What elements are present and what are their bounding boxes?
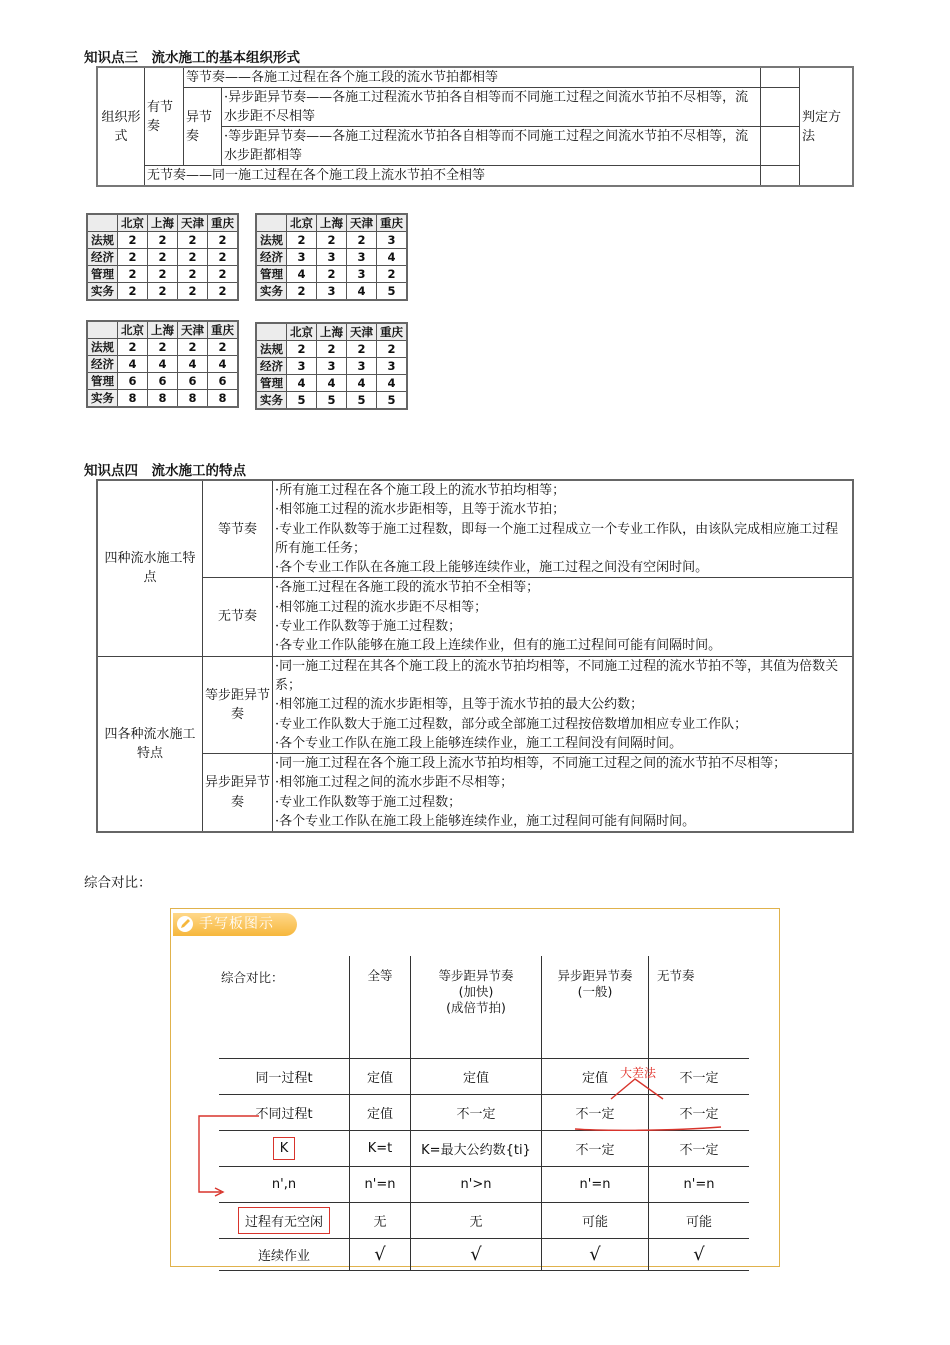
grid-cell: 8	[208, 390, 239, 408]
grid-cell: 2	[148, 266, 178, 283]
cell-text: K=最大公约数{ti}	[421, 1143, 531, 1158]
organization-form-table	[96, 66, 854, 187]
feature-item: ·同一施工过程在各个施工段上流水节拍均相等，不同施工过程之间的流水节拍不尽相等；	[275, 756, 787, 772]
grid-cell: 2	[317, 232, 347, 249]
grid-row-header: 管理	[87, 266, 118, 283]
grid-cell: 8	[118, 390, 148, 408]
grid-cell: 2	[178, 249, 208, 266]
grid-row-header: 管理	[87, 373, 118, 390]
feature-item: ·所有施工过程在各个施工段上的流水节拍均相等；	[275, 483, 566, 498]
grid-row-header: 法规	[256, 341, 287, 358]
cell-text: 无	[373, 1215, 387, 1230]
grid-cell: 2	[208, 232, 239, 249]
row-items	[273, 578, 854, 656]
grid-col-header: 天津	[178, 321, 208, 339]
grid-cell: 3	[347, 249, 377, 266]
boxed-label: 过程有无空闲	[238, 1207, 330, 1234]
grid-col-header: 天津	[178, 214, 208, 232]
grid-col-header: 上海	[317, 214, 347, 232]
row-name: 异步距异节奏	[203, 754, 273, 833]
grid-row-header: 法规	[87, 232, 118, 249]
cell-text: 定值	[462, 1071, 489, 1086]
grid-cell: 4	[118, 356, 148, 373]
max-diff-annotation: 大差法	[620, 1066, 657, 1080]
cmp-header: 异步距异节奏 (一般)	[542, 956, 649, 1059]
col-group: 组织形式	[97, 67, 145, 186]
grid-table-3	[86, 320, 239, 408]
cmp-header: 综合对比：	[219, 956, 350, 1059]
grid-cell: 2	[208, 283, 239, 301]
grid-col-header: 上海	[148, 321, 178, 339]
grid-cell: 2	[148, 249, 178, 266]
cell-text: 定值	[366, 1071, 393, 1086]
grid-corner	[87, 321, 118, 339]
grid-cell: 2	[287, 283, 317, 301]
grid-row-header: 管理	[256, 375, 287, 392]
cell-text: 不一定	[679, 1071, 719, 1086]
grid-cell: 6	[208, 373, 239, 390]
grid-cell: 2	[118, 232, 148, 249]
grid-cell: 2	[208, 266, 239, 283]
grid-cell: 2	[118, 249, 148, 266]
grid-cell: 3	[317, 249, 347, 266]
equal-step-cell: ·等步距异节奏——各施工过程流水节拍各自相等而不同施工过程之间流水节拍不尽相等，流水步距都相等	[222, 127, 761, 166]
cell-text: 连续作业	[257, 1249, 310, 1264]
grid-cell: 2	[347, 232, 377, 249]
grid-col-header: 天津	[347, 214, 377, 232]
grid-row-header: 实务	[87, 283, 118, 301]
grid-cell: 2	[208, 339, 239, 356]
grid-col-header: 北京	[287, 214, 317, 232]
grid-cell: 2	[377, 266, 408, 283]
features-table	[96, 479, 854, 833]
equal-rhythm-cell: 等节奏——各施工过程在各个施工段的流水节拍都相等	[184, 67, 761, 88]
cell-text: 可能	[581, 1215, 608, 1230]
feature-item: ·专业工作队数大于施工过程数，部分或全部施工过程按倍数增加相应专业工作队；	[275, 716, 748, 732]
cell-text: n'=n	[579, 1177, 611, 1192]
check-mark: √	[374, 1244, 386, 1265]
grid-cell: 2	[317, 266, 347, 283]
cell-text: 定值	[581, 1071, 608, 1086]
col-irregular: 异节奏	[184, 88, 222, 166]
check-mark: √	[693, 1244, 705, 1265]
grid-col-header: 上海	[148, 214, 178, 232]
section3-heading: 知识点三 流水施工的基本组织形式	[84, 50, 300, 66]
grid-table-1	[86, 213, 239, 301]
grid-col-header: 重庆	[208, 214, 239, 232]
feature-item: ·专业工作队数等于施工过程数，即每一个施工过程成立一个专业工作队，由该队完成相应施工过程所有施工任务；	[275, 521, 839, 556]
grid-cell: 2	[148, 232, 178, 249]
grid-row-header: 经济	[256, 358, 287, 375]
grid-col-header: 重庆	[208, 321, 239, 339]
grid-col-header: 天津	[347, 323, 377, 341]
grid-row-header: 实务	[87, 390, 118, 408]
annotation-arrows	[171, 909, 779, 1266]
grid-row-header: 管理	[256, 266, 287, 283]
grid-cell: 8	[178, 390, 208, 408]
feature-item: ·相邻施工过程的流水步距相等，且等于流水节拍；	[275, 502, 566, 518]
grid-cell: 4	[178, 356, 208, 373]
col-rhythmic: 有节奏	[145, 67, 184, 166]
board-title: 手写板图示	[199, 916, 274, 932]
judge-method: 判定方法	[800, 67, 854, 186]
grid-corner	[256, 323, 287, 341]
feature-item: ·相邻施工过程的流水步距相等，且等于流水节拍的最大公约数；	[275, 697, 644, 713]
grid-cell: 2	[208, 249, 239, 266]
grid-cell: 2	[118, 283, 148, 301]
feature-item: ·相邻施工过程之间的流水步距不尽相等；	[275, 775, 514, 791]
grid-row-header: 实务	[256, 283, 287, 301]
cell-text: n',n	[271, 1177, 297, 1192]
row-items	[273, 480, 854, 578]
cell-text: 不一定	[679, 1107, 719, 1122]
grid-cell: 4	[148, 356, 178, 373]
grid-table-4	[255, 322, 408, 410]
grid-cell: 5	[347, 392, 377, 410]
grid-cell: 4	[347, 283, 377, 301]
cell-text: 不一定	[575, 1107, 615, 1122]
grid-cell: 4	[287, 375, 317, 392]
grid-cell: 2	[287, 341, 317, 358]
grid-cell: 5	[377, 392, 408, 410]
grid-row-header: 经济	[87, 249, 118, 266]
row-name: 等步距异节奏	[203, 656, 273, 753]
grid-row-header: 法规	[256, 232, 287, 249]
cell-text: 不一定	[456, 1107, 496, 1122]
grid-cell: 3	[347, 266, 377, 283]
grid-cell: 4	[208, 356, 239, 373]
grid-cell: 2	[178, 232, 208, 249]
grid-corner	[87, 214, 118, 232]
grid-cell: 3	[317, 283, 347, 301]
grid-cell: 3	[377, 358, 408, 375]
grid-cell: 2	[148, 339, 178, 356]
whiteboard-figure	[170, 908, 780, 1267]
feature-item: ·相邻施工过程的流水步距不尽相等；	[275, 599, 488, 615]
grid-row-header: 法规	[87, 339, 118, 356]
grid-col-header: 重庆	[377, 323, 408, 341]
feature-item: ·各施工过程在各施工段的流水节拍不全相等；	[275, 580, 540, 596]
cmp-header: 全等	[350, 956, 411, 1059]
grid-cell: 2	[347, 341, 377, 358]
cell-text: 不一定	[679, 1143, 719, 1158]
feature-item: ·同一施工过程在其各个施工段上的流水节拍均相等，不同施工过程的流水节拍不等，其值为倍数关系；	[275, 658, 839, 693]
summary-intro: 综合对比：	[84, 875, 152, 891]
grid-cell: 3	[287, 249, 317, 266]
row-items	[273, 754, 854, 833]
grid-cell: 2	[178, 266, 208, 283]
grid-cell: 4	[317, 375, 347, 392]
grid-col-header: 重庆	[377, 214, 408, 232]
grid-cell: 8	[148, 390, 178, 408]
check-mark: √	[589, 1244, 601, 1265]
grid-cell: 5	[287, 392, 317, 410]
no-rhythm-cell: 无节奏——同一施工过程在各个施工段上流水节拍不全相等	[145, 166, 761, 187]
grid-cell: 2	[118, 339, 148, 356]
cmp-header: 等步距异节奏 (加快) (成倍节拍)	[411, 956, 542, 1059]
cell-text: n'>n	[460, 1177, 492, 1192]
feature-item: ·各个专业工作队在各施工段上能够连续作业，施工过程之间没有空闲时间。	[275, 560, 709, 576]
row-name: 等节奏	[203, 480, 273, 578]
grid-table-2	[255, 213, 408, 301]
group-various-types: 四各种流水施工特点	[97, 656, 203, 832]
grid-cell: 4	[347, 375, 377, 392]
grid-cell: 3	[287, 358, 317, 375]
feature-item: ·专业工作队数等于施工过程数；	[275, 794, 462, 810]
unequal-step-cell: ·异步距异节奏——各施工过程流水节拍各自相等而不同施工过程之间流水节拍不尽相等，流水步距不尽相等	[222, 88, 761, 127]
grid-cell: 3	[317, 358, 347, 375]
row-name: 无节奏	[203, 578, 273, 656]
cell-text: 不同过程t	[255, 1107, 313, 1122]
grid-cell: 6	[118, 373, 148, 390]
grid-cell: 2	[148, 283, 178, 301]
feature-item: ·各个专业工作队在施工段上能够连续作业，施工过程间可能有间隔时间。	[275, 814, 696, 830]
cell-text: 无	[469, 1215, 483, 1230]
grid-cell: 2	[118, 266, 148, 283]
grid-cell: 6	[178, 373, 208, 390]
grid-cell: 3	[347, 358, 377, 375]
grid-col-header: 上海	[317, 323, 347, 341]
grid-cell: 4	[377, 375, 408, 392]
grid-cell: 5	[377, 283, 408, 301]
feature-item: ·各专业工作队能够在施工段上连续作业，但有的施工过程间可能有间隔时间。	[275, 638, 722, 654]
check-mark: √	[470, 1244, 482, 1265]
cell-text: K=t	[367, 1141, 393, 1156]
grid-cell: 4	[377, 249, 408, 266]
grid-cell: 2	[178, 339, 208, 356]
cell-text: n'=n	[683, 1177, 715, 1192]
grid-cell: 4	[287, 266, 317, 283]
grid-row-header: 实务	[256, 392, 287, 410]
grid-cell: 2	[178, 283, 208, 301]
cell-text: 不一定	[575, 1143, 615, 1158]
row-items	[273, 656, 854, 753]
cell-text: 定值	[366, 1107, 393, 1122]
cmp-header: 无节奏	[649, 956, 750, 1059]
grid-corner	[256, 214, 287, 232]
boxed-label: K	[273, 1137, 296, 1160]
grid-row-header: 经济	[256, 249, 287, 266]
feature-item: ·各个专业工作队在施工段上能够连续作业，施工工程间没有间隔时间。	[275, 735, 683, 751]
grid-cell: 5	[317, 392, 347, 410]
grid-col-header: 北京	[118, 321, 148, 339]
grid-cell: 2	[317, 341, 347, 358]
cell-text: 可能	[685, 1215, 712, 1230]
grid-row-header: 经济	[87, 356, 118, 373]
cell-text: n'=n	[364, 1177, 396, 1192]
grid-cell: 2	[377, 341, 408, 358]
grid-col-header: 北京	[287, 323, 317, 341]
group-four-types: 四种流水施工特点	[97, 480, 203, 656]
feature-item: ·专业工作队数等于施工过程数；	[275, 619, 462, 635]
section4-heading: 知识点四 流水施工的特点	[84, 463, 246, 479]
grid-cell: 2	[287, 232, 317, 249]
grid-cell: 3	[377, 232, 408, 249]
grid-col-header: 北京	[118, 214, 148, 232]
grid-cell: 6	[148, 373, 178, 390]
cell-text: 同一过程t	[255, 1071, 313, 1086]
